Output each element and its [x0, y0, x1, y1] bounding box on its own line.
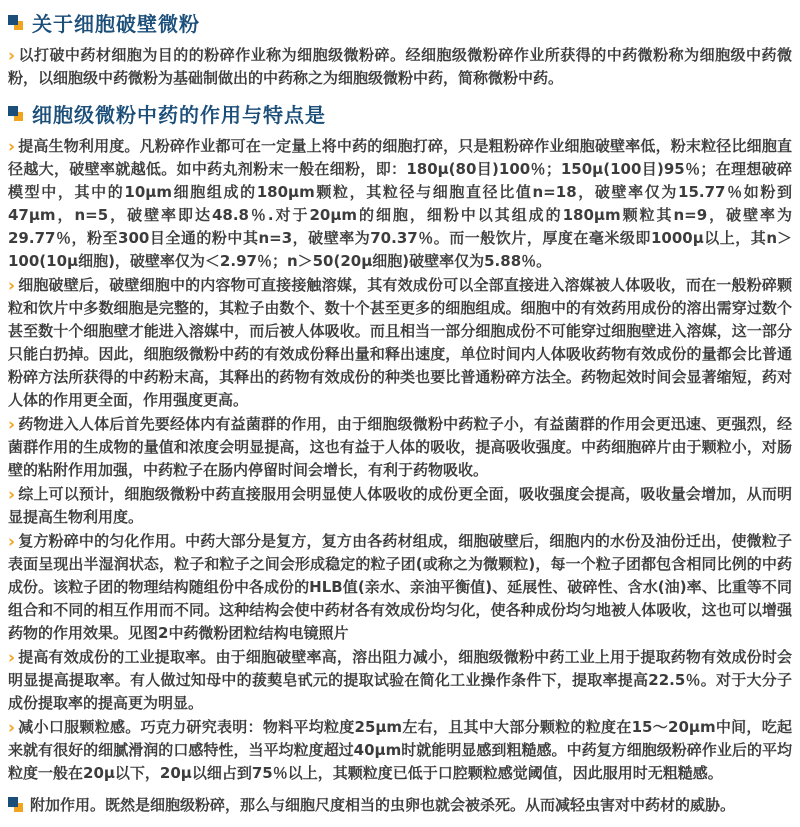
- section-heading-text: 细胞级微粉中药的作用与特点是: [32, 103, 326, 127]
- paragraph-text: 减小口服颗粒感。巧克力研究表明：物料平均粒度25μm左右，且其中大部分颗粒的粒度在15～20μm中间，吃起来就有很好的细腻滑润的口感特性，当平均粒度超过40μm时就能明显感到粗糙感。中药复方细胞级粉碎作业后的平均粒度一般在20μ以下，20μ以细占到75％以上，其颗粒度已低于口腔颗粒感觉阈值，因此服用时无粗糙感。: [8, 718, 792, 782]
- paragraph-homogenization: [8, 530, 792, 645]
- paragraph-text: 综上可以预计，细胞级微粉中药直接服用会明显使人体吸收的成份更全面，吸收强度会提高，吸收量会增加，从而明显提高生物利用度。: [8, 485, 792, 526]
- chevron-bullet-icon: ›: [8, 718, 16, 738]
- chevron-bullet-icon: ›: [8, 648, 16, 668]
- paragraph-mouthfeel: [8, 716, 792, 785]
- chevron-bullet-icon: ›: [8, 46, 16, 66]
- paragraph-gut-flora: [8, 413, 792, 482]
- chevron-bullet-icon: ›: [8, 415, 16, 435]
- square-bullet-icon: [8, 797, 23, 812]
- square-bullet-navy-part: [8, 15, 18, 25]
- chevron-bullet-icon: ›: [8, 485, 16, 505]
- paragraph-text: 药物进入人体后首先要经体内有益菌群的作用，由于细胞级微粉中药粒子小，有益菌群的作用会更迅速、更强烈，经菌群作用的生成物的量值和浓度会明显提高，这也有益于人体的吸收，提高吸收强度。中药细胞碎片由于颗粒小，对肠壁的粘附作用加强，中药粒子在肠内停留时间会增长，有利于药物吸收。: [8, 415, 792, 479]
- paragraph-text: 复方粉碎中的匀化作用。中药大部分是复方，复方由各药材组成，细胞破壁后，细胞内的水份及油份迁出，使微粒子表面呈现出半湿润状态，粒子和粒子之间会形成稳定的粒子团(或称之为微颗粒)，每一个粒子团都包含相同比例的中药成份。该粒子团的物理结构随组份中各成份的HLB值(亲水、亲油平衡值)、延展性、破碎性、含水(油)率、比重等不同组合和不同的相互作用而不同。这种结构会使中药材各有效成份均匀化，使各种成份均匀地被人体吸收，这也可以增强药物的作用效果。见图2中药微粉团粒结构电镜照片: [8, 532, 792, 642]
- paragraph-summary-prediction: [8, 483, 792, 529]
- addendum-line: [8, 794, 792, 817]
- paragraph-text: 提高有效成份的工业提取率。由于细胞破壁率高，溶出阻力减小，细胞级微粉中药工业上用于提取药物有效成份时会明显提高提取率。有人做过知母中的菝葜皂甙元的提取试验在简化工业操作条件下，提取率提高22.5％。对于大分子成份提取率的提高更为明显。: [8, 648, 792, 712]
- chevron-bullet-icon: ›: [8, 137, 16, 157]
- paragraph-text: 以打破中药材细胞为目的的粉碎作业称为细胞级微粉碎。经细胞级微粉碎作业所获得的中药微粉称为细胞级中药微粉，以细胞级中药微粉为基础制做出的中药称之为细胞级微粉中药，简称微粉中药。: [8, 46, 792, 87]
- square-bullet-icon: [8, 15, 23, 30]
- paragraph-cell-wall-breaking: [8, 274, 792, 412]
- section-heading-text: 关于细胞破壁微粉: [32, 12, 200, 36]
- paragraph-text: 提高生物利用度。凡粉碎作业都可在一定量上将中药的细胞打碎，只是粗粉碎作业细胞破壁率低，粉末粒径比细胞直径越大，破壁率就越低。如中药丸剂粉末一般在细粉，即：180μ(80目)100％；150μ(100目)95％；在理想破碎模型中，其中的10μm细胞组成的180μm颗粒，其粒径与细胞直径比值n=18，破壁率仅为15.77％如粉到47μm，n=5，破壁率即达48.8％.对于20μm的细胞，细粉中以其组成的180μm颗粒其n=9，破壁率为29.77％，粉至300目全通的粉中其n=3，破壁率为70.37％。而一般饮片，厚度在毫米级即1000μ以上，其n＞100(10μ细胞)，破壁率仅为＜2.97％；n＞50(20μ细胞)破壁率仅为5.88％。: [8, 137, 792, 270]
- paragraph-extraction-rate: [8, 646, 792, 715]
- square-bullet-navy-part: [8, 797, 18, 807]
- addendum-text: 附加作用。既然是细胞级粉碎，那么与细胞尺度相当的虫卵也就会被杀死。从而减轻虫害对中药材的威胁。: [30, 796, 736, 814]
- chevron-bullet-icon: ›: [8, 276, 16, 296]
- square-bullet-navy-part: [8, 106, 18, 116]
- section-heading-features: [8, 99, 792, 128]
- paragraph-text: 细胞破壁后，破壁细胞中的内容物可直接接触溶媒，其有效成份可以全部直接进入溶媒被人体吸收，而在一般粉碎颗粒和饮片中多数细胞是完整的，其粒子由数个、数十个甚至更多的细胞组成。细胞中的有效药用成份的溶出需穿过数个甚至数十个细胞壁才能进入溶媒中，而后被人体吸收。而且相当一部分细胞成份不可能穿过细胞壁进入溶媒，这一部分只能白扔掉。因此，细胞级微粉中药的有效成份释出量和释出速度，单位时间内人体吸收药物有效成份的量都会比普通粉碎方法所获得的中药粉末高，其释出的药物有效成份的种类也要比普通粉碎方法全。药物起效时间会显著缩短，药对人体的作用更全面，作用强度更高。: [8, 276, 792, 409]
- chevron-bullet-icon: ›: [8, 532, 16, 552]
- paragraph-definition: [8, 44, 792, 90]
- section-heading-about: [8, 8, 792, 37]
- paragraph-bioavailability: [8, 135, 792, 273]
- square-bullet-icon: [8, 106, 23, 121]
